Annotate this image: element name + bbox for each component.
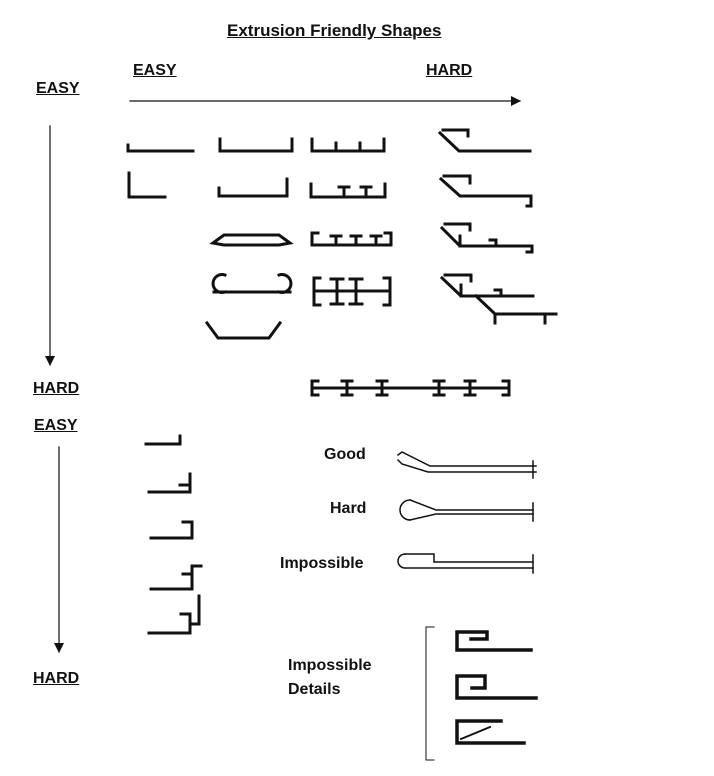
shape-step-1 — [146, 436, 180, 444]
diagram-title: Extrusion Friendly Shapes — [227, 21, 442, 40]
impossible-detail-3 — [457, 721, 524, 743]
shape-bent-lip-2 — [441, 176, 531, 206]
lower-axis-hard-label: HARD — [33, 670, 80, 687]
hard-tip-shape — [400, 500, 533, 521]
shape-bent-lip-3 — [442, 224, 532, 252]
shape-long-rail — [312, 381, 509, 395]
top-axis-easy-label: EASY — [133, 62, 177, 79]
good-tip-shape — [398, 452, 536, 478]
top-axis-hard-label: HARD — [426, 62, 473, 79]
impossible-detail-1 — [457, 632, 531, 650]
shape-shallow-channel — [220, 139, 292, 151]
shape-step-3 — [151, 522, 192, 538]
shape-t-fins — [311, 184, 385, 197]
impossible-details-bracket — [426, 627, 434, 760]
lower-axis-easy-label: EASY — [34, 417, 78, 434]
shape-bent-lip-1 — [440, 130, 530, 151]
shape-plate-with-lips — [213, 235, 290, 245]
upper-axis-hard-label: HARD — [33, 380, 80, 397]
impossible-tip-shape — [398, 554, 533, 573]
shape-i-beams — [314, 278, 390, 305]
shape-flat-bar — [128, 145, 193, 151]
shape-plate-curled-ends — [213, 275, 291, 293]
shape-channel-taper — [219, 179, 287, 196]
impossible-detail-2 — [457, 676, 536, 698]
shape-step-4 — [151, 566, 201, 589]
shape-step-5 — [149, 596, 199, 633]
shape-bent-lip-4 — [442, 275, 556, 323]
hard-label: Hard — [330, 500, 367, 517]
shape-step-2 — [149, 474, 190, 492]
impossible-label: Impossible — [280, 555, 364, 572]
upper-axis-easy-label: EASY — [36, 80, 80, 97]
shape-tee-rail — [312, 233, 391, 245]
shape-angle — [129, 173, 165, 197]
shape-trapezoid-channel — [207, 323, 280, 338]
good-label: Good — [324, 446, 366, 463]
shape-comb-4 — [312, 139, 384, 151]
impossible-details-label: Impossible Details — [288, 657, 372, 698]
